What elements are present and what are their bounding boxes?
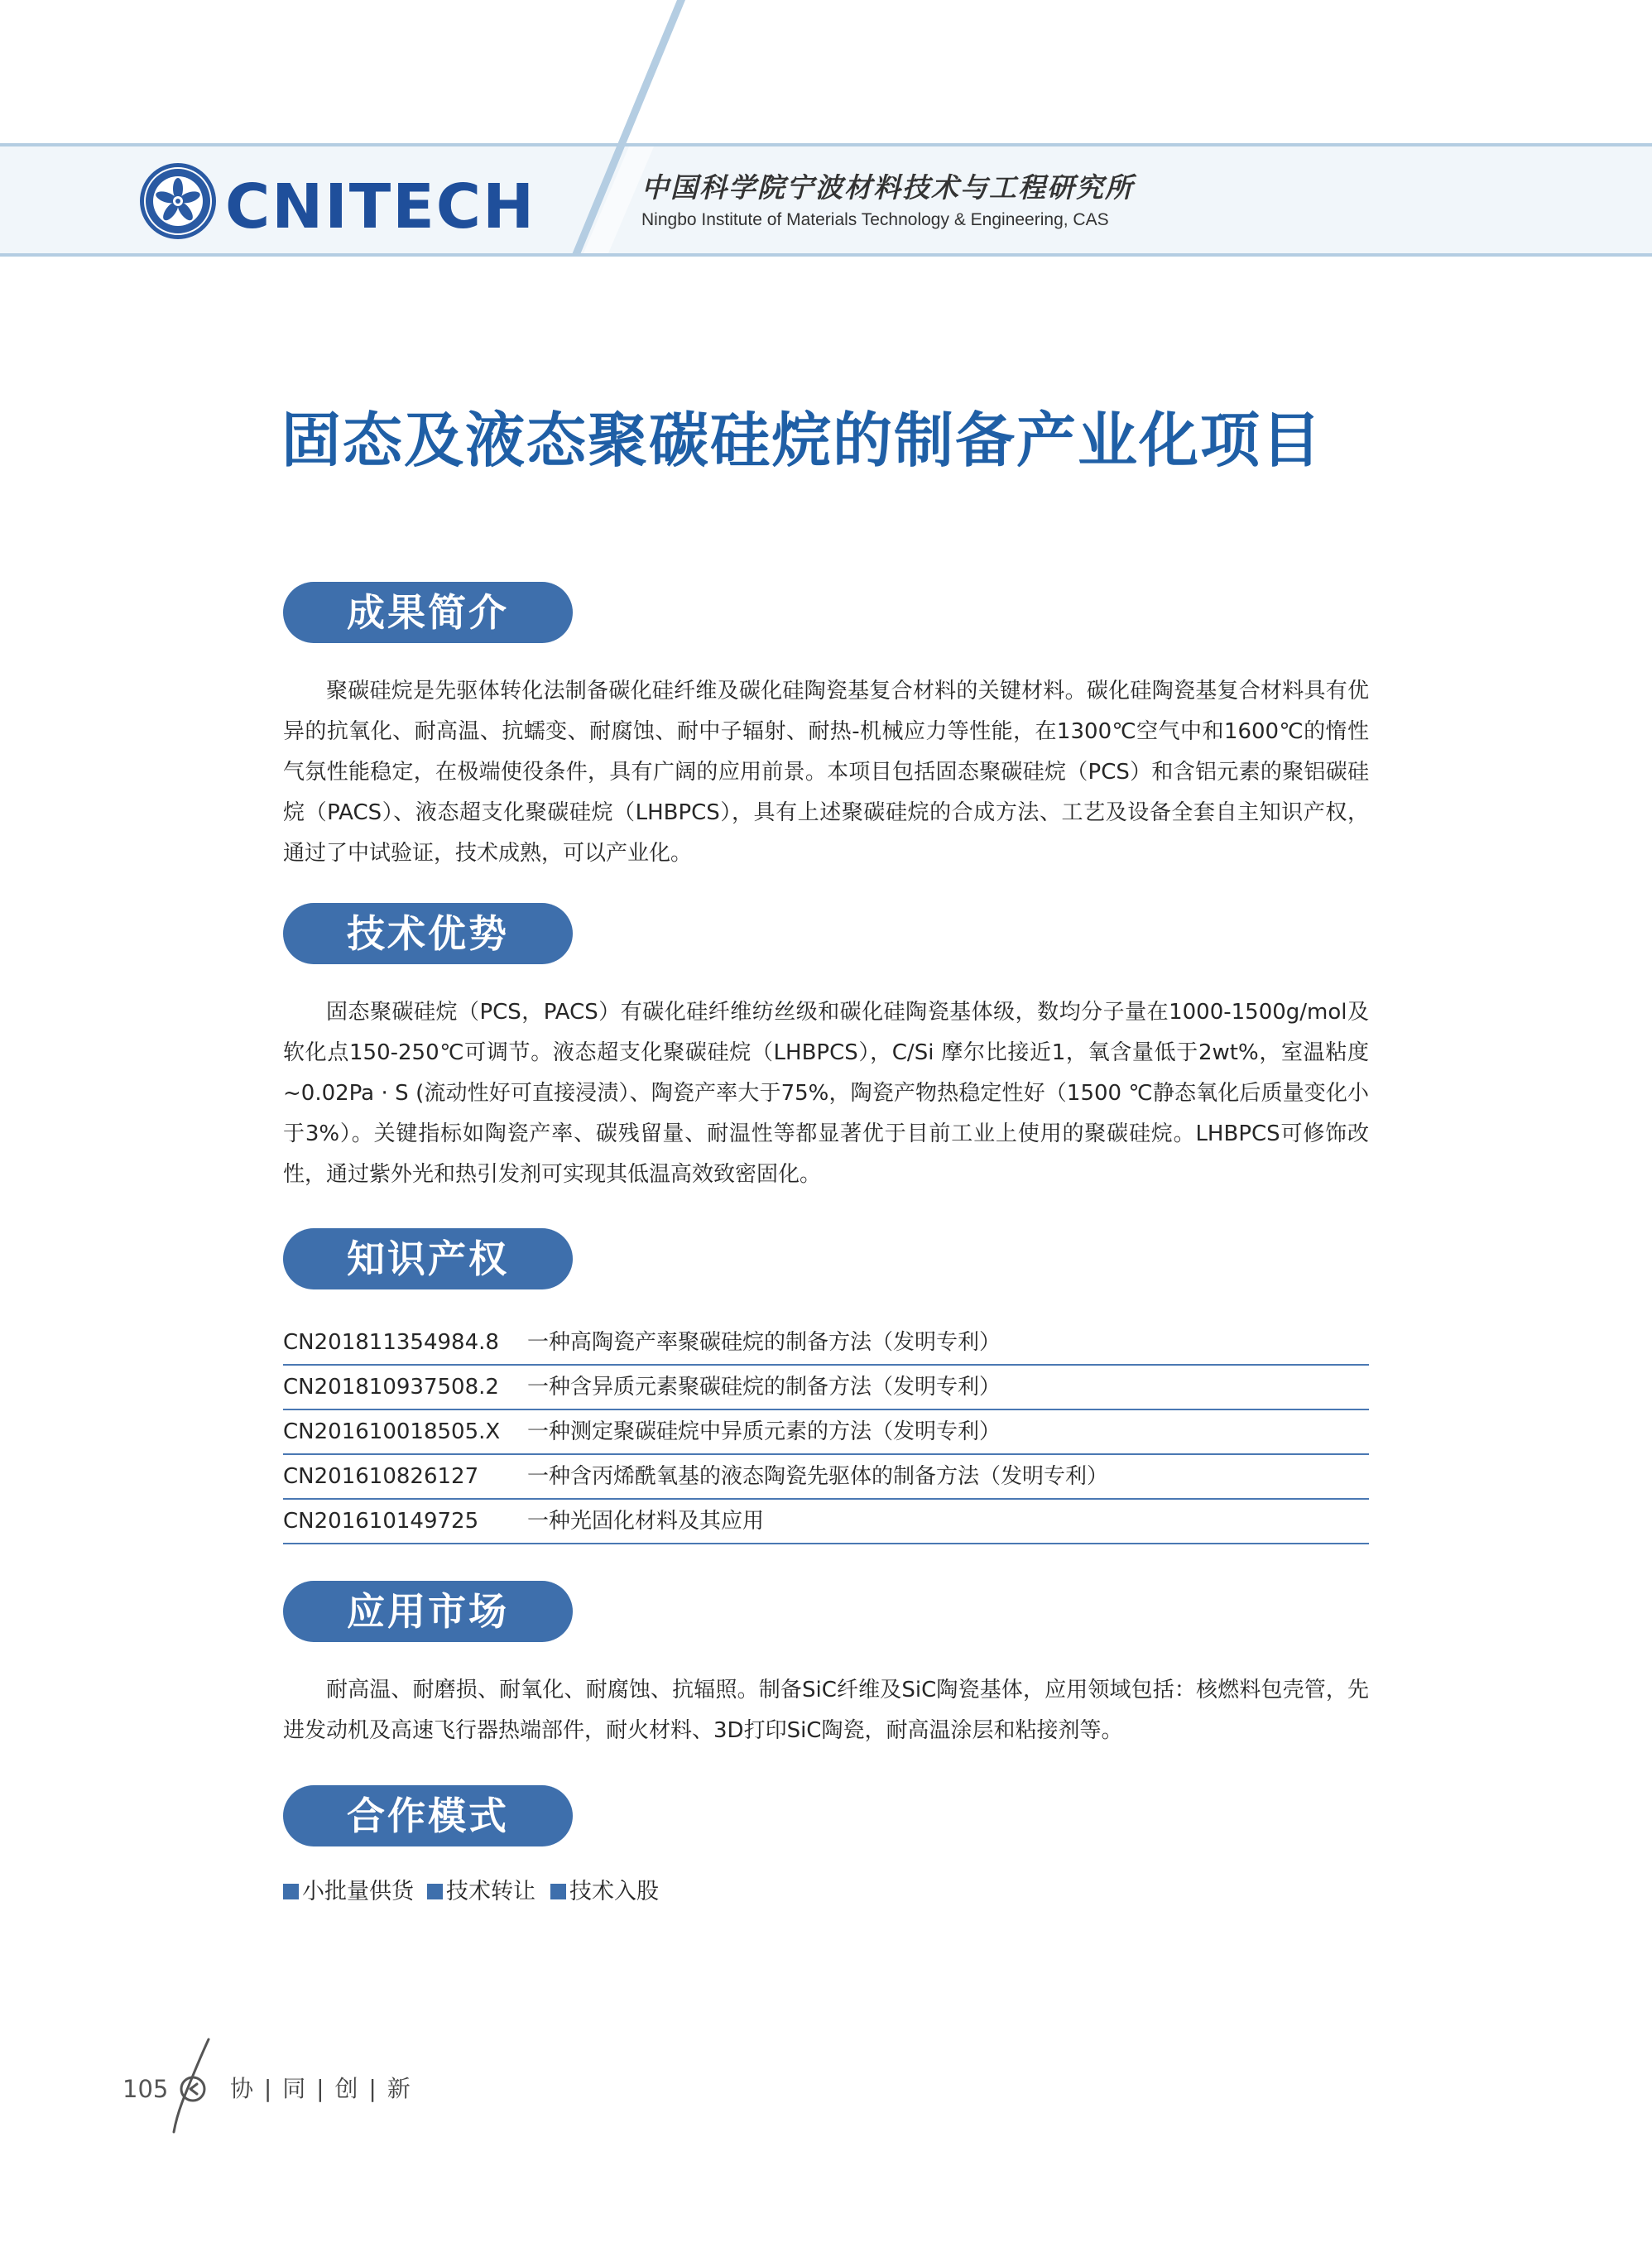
logo-text: CNITECH: [225, 171, 536, 243]
section-heading-ip: 知识产权: [283, 1228, 573, 1289]
patent-row: [283, 1366, 1369, 1410]
patent-number: CN201811354984.8: [283, 1330, 499, 1355]
section-heading-cooperation: 合作模式: [283, 1785, 573, 1846]
patent-row: [283, 1410, 1369, 1455]
patent-number: CN201610149725: [283, 1509, 479, 1534]
section-heading-advantages: 技术优势: [283, 903, 573, 964]
patent-number: CN201810937508.2: [283, 1375, 499, 1400]
patent-title: 一种含异质元素聚碳硅烷的制备方法（发明专利）: [527, 1375, 1001, 1400]
cooperation-item: 技术入股: [550, 1875, 659, 1909]
square-bullet-icon: [550, 1884, 566, 1899]
patent-title: 一种高陶瓷产率聚碳硅烷的制备方法（发明专利）: [527, 1330, 1001, 1355]
patent-row: [283, 1455, 1369, 1500]
intro-paragraph: 聚碳硅烷是先驱体转化法制备碳化硅纤维及碳化硅陶瓷基复合材料的关键材料。碳化硅陶瓷基复合材料具有优异的抗氧化、耐高温、抗蠕变、耐腐蚀、耐中子辐射、耐热-机械应力等性能，在1300℃空气中和1600℃的惰性气氛性能稳定，在极端使役条件，具有广阔的应用前景。本项目包括固态聚碳硅烷（PCS）和含铝元素的聚铝碳硅烷（PACS）、液态超支化聚碳硅烷（LHBPCS），具有上述聚碳硅烷的合成方法、工艺及设备全套自主知识产权，通过了中试验证，技术成熟，可以产业化。: [283, 679, 1369, 866]
market-paragraph: 耐高温、耐磨损、耐氧化、耐腐蚀、抗辐照。制备SiC纤维及SiC陶瓷基体，应用领域包括：核燃料包壳管，先进发动机及高速飞行器热端部件，耐火材料、3D打印SiC陶瓷，耐高温涂层和粘接剂等。: [283, 1678, 1369, 1743]
square-bullet-icon: [427, 1884, 443, 1899]
footer-slogan: 协 | 同 | 创 | 新: [230, 2075, 412, 2102]
institute-name-en: Ningbo Institute of Materials Technology & Engineering, CAS: [641, 210, 1109, 229]
patent-number: CN201610018505.X: [283, 1419, 501, 1444]
advantages-paragraph: 固态聚碳硅烷（PCS，PACS）有碳化硅纤维纺丝级和碳化硅陶瓷基体级，数均分子量在1000-1500g/mol及软化点150-250℃可调节。液态超支化聚碳硅烷（LHBPCS），C/Si 摩尔比接近1，氧含量低于2wt%，室温粘度 ~0.02Pa · S (流动性好可直接浸渍）、陶瓷产率大于75%，陶瓷产物热稳定性好（1500 ℃静态氧化后质量变化小于3%）。关键指标如陶瓷产率、碳残留量、耐温性等都显著优于目前工业上使用的聚碳硅烷。LHBPCS可修饰改性，通过紫外光和热引发剂可实现其低温高效致密固化。: [283, 1000, 1369, 1187]
square-bullet-icon: [283, 1884, 299, 1899]
section-heading-intro: 成果简介: [283, 582, 573, 643]
patent-title: 一种含丙烯酰氧基的液态陶瓷先驱体的制备方法（发明专利）: [527, 1464, 1109, 1489]
patent-title: 一种光固化材料及其应用: [527, 1509, 765, 1534]
footer-swirl-icon: [166, 2036, 223, 2135]
cooperation-item: 技术转让: [427, 1875, 535, 1909]
section-heading-market: 应用市场: [283, 1581, 573, 1642]
patent-row: [283, 1500, 1369, 1544]
patent-title: 一种测定聚碳硅烷中异质元素的方法（发明专利）: [527, 1419, 1001, 1444]
institute-name-cn: 中国科学院宁波材料技术与工程研究所: [641, 171, 1134, 204]
cooperation-item: 小批量供货: [283, 1875, 414, 1909]
patent-number: CN201610826127: [283, 1464, 479, 1489]
page-title: 固态及液态聚碳硅烷的制备产业化项目: [281, 406, 1323, 475]
page-number: 105: [122, 2075, 169, 2103]
cas-emblem-icon: [140, 163, 216, 239]
patent-row: [283, 1321, 1369, 1366]
